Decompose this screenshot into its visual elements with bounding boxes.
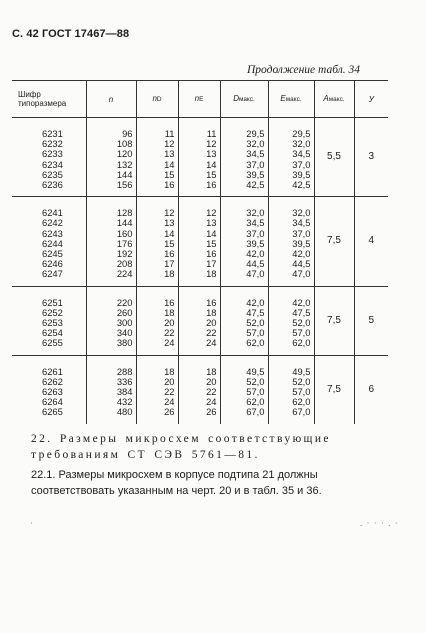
col-header-code: Шифр типоразмера	[12, 81, 86, 118]
cell-nD: 18 20 22 24 26	[136, 355, 178, 424]
cell-A: 7,5	[314, 286, 354, 355]
table-group	[12, 118, 388, 197]
cell-Y: 5	[354, 286, 388, 355]
cell-D: 42,0 47,5 52,0 57,0 62,0	[220, 286, 268, 355]
table-group	[12, 286, 388, 355]
cell-Y: 6	[354, 355, 388, 424]
cell-Y: 3	[354, 118, 388, 197]
cell-codes: 6251 6252 6253 6254 6255	[42, 296, 63, 349]
speck-left: ·	[30, 518, 34, 528]
paragraph-22-1: 22.1. Размеры микросхем в корпусе подтипа 21 должны соответствовать указанным на черт. 20 и в табл. 35 и 36.	[31, 469, 322, 497]
col-header-A: Aмакс.	[314, 81, 354, 118]
cell-D: 29,5 32,0 34,5 37,0 39,5 42,5	[220, 118, 268, 197]
cell-D: 49,5 52,0 57,0 62,0 67,0	[220, 355, 268, 424]
page-specks	[30, 518, 399, 528]
table-group	[12, 197, 388, 286]
cell-E: 42,0 47,5 52,0 57,0 62,0	[268, 286, 314, 355]
cell-E: 32,0 34,5 37,0 39,5 42,0 44,5 47,0	[268, 197, 314, 286]
cell-nE: 18 20 22 24 26	[178, 355, 220, 424]
cell-codes: 6241 6242 6243 6244 6245 6246 6247	[42, 207, 63, 280]
cell-nE: 12 13 14 15 16 17 18	[178, 197, 220, 286]
page-header: С. 42 ГОСТ 17467—88	[12, 28, 130, 40]
cell-n: 128 144 160 176 192 208 224	[86, 197, 136, 286]
cell-nE: 11 12 13 14 15 16	[178, 118, 220, 197]
cell-nD: 12 13 14 15 16 17 18	[136, 197, 178, 286]
cell-E: 29,5 32,0 34,5 37,0 39,5 42,5	[268, 118, 314, 197]
cell-codes: 6261 6262 6263 6264 6265	[42, 365, 63, 418]
cell-n: 96 108 120 132 144 156	[86, 118, 136, 197]
cell-E: 49,5 52,0 57,0 62,0 67,0	[268, 355, 314, 424]
size-table	[12, 80, 388, 424]
table-group	[12, 355, 388, 424]
cell-nD: 11 12 13 14 15 16	[136, 118, 178, 197]
col-header-Y: У	[354, 81, 388, 118]
col-header-E: Eмакс.	[268, 81, 314, 118]
paragraph-22: 22. Размеры микросхем соответствующие требованиям СТ СЭВ 5761—81.	[31, 433, 331, 461]
cell-Y: 4	[354, 197, 388, 286]
cell-D: 32,0 34,5 37,0 39,5 42,0 44,5 47,0	[220, 197, 268, 286]
col-header-n: n	[86, 81, 136, 118]
col-header-nD: nD	[136, 81, 178, 118]
cell-A: 5,5	[314, 118, 354, 197]
cell-nE: 16 18 20 22 24	[178, 286, 220, 355]
cell-n: 220 260 300 340 380	[86, 286, 136, 355]
cell-A: 7,5	[314, 197, 354, 286]
cell-A: 7,5	[314, 355, 354, 424]
table-header-row	[12, 81, 388, 118]
speck-right: . · · · . ·	[360, 518, 399, 528]
col-header-nE: nE	[178, 81, 220, 118]
cell-codes: 6231 6232 6233 6234 6235 6236	[42, 128, 63, 191]
cell-n: 288 336 384 432 480	[86, 355, 136, 424]
col-header-D: Dмакс.	[220, 81, 268, 118]
table-continuation-caption: Продолжение табл. 34	[247, 64, 360, 76]
cell-nD: 16 18 20 22 24	[136, 286, 178, 355]
